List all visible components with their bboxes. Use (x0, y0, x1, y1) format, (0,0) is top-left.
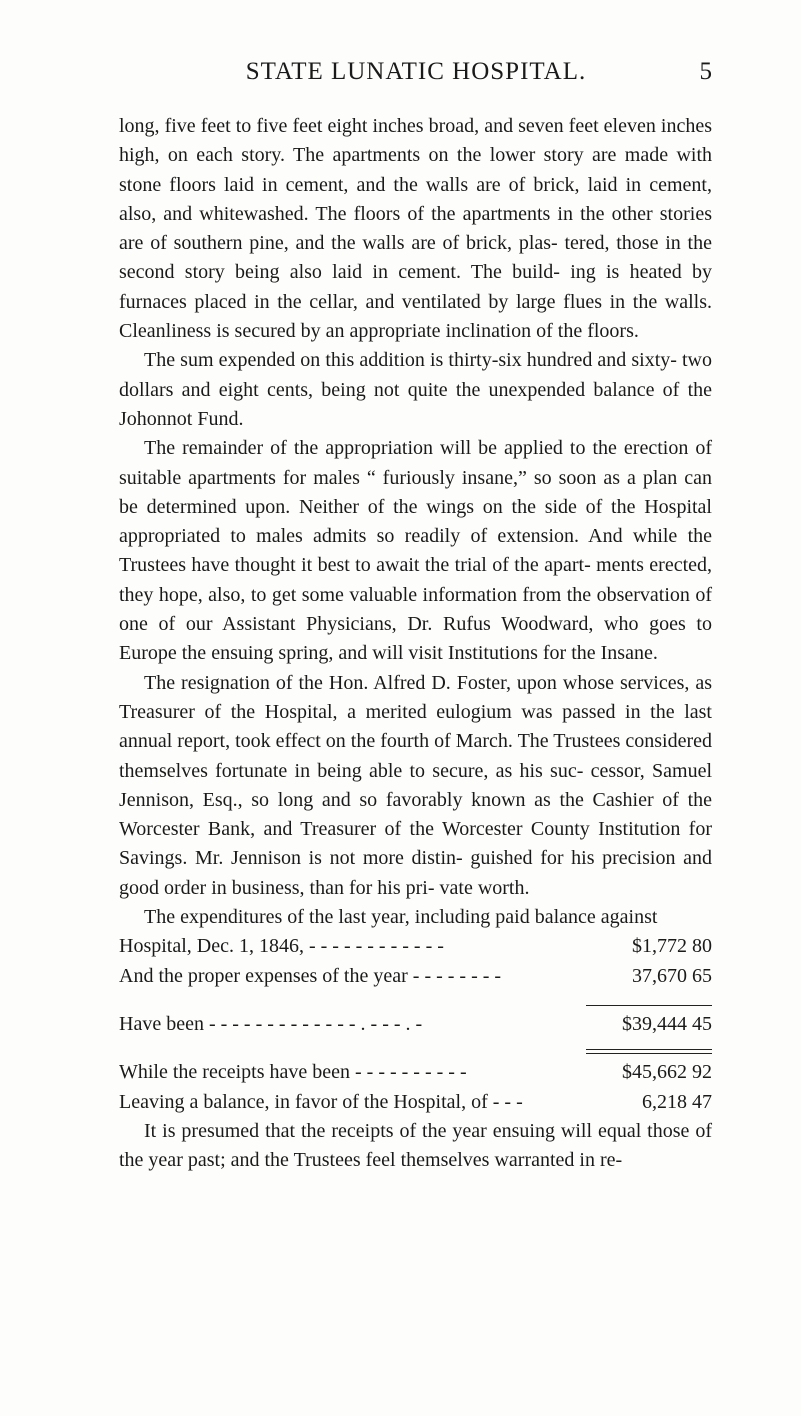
account-amount: $1,772 80 (632, 935, 712, 958)
text-line: in cement, also, and whitewashed. The floors of the apartments in (119, 173, 712, 225)
account-amount: $39,444 45 (622, 1012, 712, 1035)
text-line: tered, those in the second story being also laid in cement. The build- (119, 232, 712, 284)
text-line: The resignation of the Hon. Alfred D. Foster, upon whose services, (144, 671, 696, 694)
account-row-expenses (119, 962, 712, 991)
text-line: The remainder of the appropriation will be applied to the erection (144, 437, 696, 460)
account-row-receipts (119, 1058, 712, 1087)
account-label: Leaving a balance, in favor of the Hospital, of - - - (119, 1090, 523, 1113)
account-label: Hospital, Dec. 1, 1846, - - - - - - - - - - - - (119, 935, 444, 958)
text-line: who goes to Europe the ensuing spring, and will visit Institutions for (119, 613, 712, 665)
text-line: Hospital appropriated to males admits so readily of extension. And (119, 495, 712, 548)
text-line: last annual report, took effect on the fourth of March. The Trustees (119, 700, 712, 753)
account-row-balance-1846 (119, 932, 712, 961)
text-line: of suitable apartments for males “ furiously insane,” so soon as a plan (119, 437, 712, 489)
account-amount: $45,662 92 (622, 1061, 712, 1084)
account-row-balance (119, 1088, 712, 1117)
text-line: cessor, Samuel Jennison, Esq., so long and so favorably known as the (119, 759, 713, 811)
text-line: while the Trustees have thought it best to await the trial of the apart- (119, 525, 712, 577)
accounts-block (119, 903, 712, 1117)
paragraph-building-description (119, 112, 712, 346)
text-line: vate worth. (439, 876, 530, 899)
paragraph-resignation (119, 669, 712, 903)
text-line: ments erected, they hope, also, to get some valuable information from the (119, 554, 713, 606)
text-line: It is presumed that the receipts of the year ensuing will equal those (144, 1119, 696, 1142)
text-line: ing is heated by furnaces placed in the cellar, and ventilated by large (119, 261, 713, 313)
text-line: can be determined upon. Neither of the wings on the side of the (119, 466, 712, 518)
account-label: Have been - - - - - - - - - - - - - . - - - . - (119, 1012, 423, 1035)
text-line: the Johonnot Fund. (119, 378, 712, 430)
text-line: two dollars and eight cents, being not quite the unexpended balance of (119, 349, 712, 401)
text-line: as Treasurer of the Hospital, a merited eulogium was passed in the (119, 671, 712, 723)
text-line: the Insane. (571, 642, 658, 665)
account-label: And the proper expenses of the year - - - - - - - - (119, 964, 502, 987)
account-amount: 6,218 47 (642, 1090, 712, 1113)
account-amount: 37,670 65 (632, 964, 712, 987)
text-line: guished for his precision and good order in business, than for his pri- (119, 847, 712, 899)
running-header (120, 58, 712, 98)
text-line: of the year past; and the Trustees feel themselves warranted in re- (119, 1119, 712, 1172)
text-line: Cashier of the Worcester Bank, and Treasurer of the Worcester (119, 788, 713, 841)
accounts-intro: The expenditures of the last year, including paid balance against (144, 906, 658, 929)
header-title: STATE LUNATIC HOSPITAL. (245, 58, 587, 85)
text-line: the other stories are of southern pine, and the walls are of brick, plas- (119, 202, 712, 255)
text-line: of the floors. (536, 320, 639, 343)
text-line: inches high, on each story. The apartments on the lower story are (119, 115, 712, 167)
body-text (119, 112, 712, 1175)
text-line: long, five feet to five feet eight inches broad, and seven feet eleven (119, 115, 661, 137)
account-label: While the receipts have been - - - - - - - - - - (119, 1061, 467, 1084)
paragraph-sum-expended (119, 346, 712, 434)
text-line: observation of one of our Assistant Physicians, Dr. Rufus Woodward, (119, 583, 712, 636)
paragraph-appropriation (119, 434, 712, 668)
text-line: flues in the walls. Cleanliness is secured by an appropriate inclination (119, 290, 713, 343)
text-line: County Institution for Savings. Mr. Jennison is not more distin- (119, 818, 712, 870)
text-line: considered themselves fortunate in being able to secure, as his suc- (119, 730, 712, 782)
text-line: made with stone floors laid in cement, and the walls are of brick, laid (119, 144, 712, 196)
text-line: The sum expended on this addition is thirty-six hundred and sixty- (144, 349, 677, 372)
account-row-total (119, 1010, 712, 1039)
paragraph-closing (119, 1117, 712, 1176)
page-number: 5 (699, 58, 712, 85)
